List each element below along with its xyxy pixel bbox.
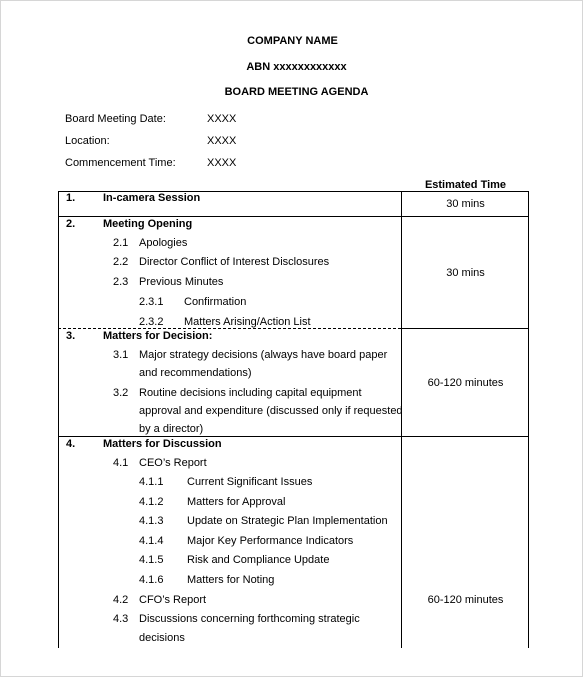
section3-number: 3. — [66, 330, 76, 342]
subitem-number: 4.1.5 — [139, 554, 164, 566]
item-text: Major strategy decisions (always have board paper — [139, 349, 388, 361]
subitem-text: Risk and Compliance Update — [187, 554, 330, 566]
item-number: 3.2 — [113, 387, 129, 399]
item-text: CFO’s Report — [139, 594, 207, 606]
subitem-text: Matters Arising/Action List — [184, 316, 311, 328]
item-number: 2.2 — [113, 256, 129, 268]
item-text: decisions — [139, 632, 185, 644]
estimated-time-header: Estimated Time — [424, 179, 507, 191]
subitem-number: 4.1.3 — [139, 515, 164, 527]
subitem-number: 4.1.1 — [139, 476, 164, 488]
subitem-number: 4.1.6 — [139, 574, 164, 586]
section1-title: In-camera Session — [103, 192, 201, 204]
commencement-time-label: Commencement Time: — [65, 157, 176, 169]
subitem-number: 4.1.4 — [139, 535, 164, 547]
company-name: COMPANY NAME — [247, 35, 338, 47]
subitem-text: Matters for Approval — [187, 496, 286, 508]
item-number: 2.3 — [113, 276, 129, 288]
item-text: approval and expenditure (discussed only if requested — [139, 405, 403, 417]
location-label: Location: — [65, 135, 110, 147]
subitem-text: Confirmation — [184, 296, 247, 308]
section3-title: Matters for Decision: — [103, 330, 213, 342]
item-number: 2.1 — [113, 237, 129, 249]
subitem-text: Current Significant Issues — [187, 476, 313, 488]
section4-number: 4. — [66, 438, 76, 450]
section2-time: 30 mins — [446, 267, 485, 279]
section4-time: 60-120 minutes — [427, 594, 504, 606]
item-text: Apologies — [139, 237, 188, 249]
abn: ABN xxxxxxxxxxxx — [246, 61, 347, 73]
item-text: and recommendations) — [139, 367, 252, 379]
subitem-text: Matters for Noting — [187, 574, 275, 586]
subitem-text: Update on Strategic Plan Implementation — [187, 515, 388, 527]
item-text: CEO’s Report — [139, 457, 207, 469]
meeting-date-label: Board Meeting Date: — [65, 113, 166, 125]
item-number: 4.3 — [113, 613, 129, 625]
subitem-number: 2.3.1 — [139, 296, 164, 308]
item-number: 3.1 — [113, 349, 129, 361]
section1-number: 1. — [66, 192, 76, 204]
item-number: 4.2 — [113, 594, 129, 606]
subitem-text: Major Key Performance Indicators — [187, 535, 354, 547]
item-number: 4.1 — [113, 457, 129, 469]
item-text: by a director) — [139, 423, 204, 435]
section4-title: Matters for Discussion — [103, 438, 222, 450]
item-text: Previous Minutes — [139, 276, 224, 288]
item-text: Discussions concerning forthcoming strategic — [139, 613, 360, 625]
subitem-number: 4.1.2 — [139, 496, 164, 508]
commencement-time-value: XXXX — [207, 157, 237, 169]
meeting-date-value: XXXX — [207, 113, 237, 125]
location-value: XXXX — [207, 135, 237, 147]
agenda-title: BOARD MEETING AGENDA — [224, 86, 369, 98]
section2-title: Meeting Opening — [103, 218, 193, 230]
section3-time: 60-120 minutes — [427, 377, 504, 389]
section2-number: 2. — [66, 218, 76, 230]
section1-time: 30 mins — [446, 198, 485, 210]
subitem-number: 2.3.2 — [139, 316, 164, 328]
item-text: Routine decisions including capital equipment — [139, 387, 362, 399]
item-text: Director Conflict of Interest Disclosures — [139, 256, 330, 268]
